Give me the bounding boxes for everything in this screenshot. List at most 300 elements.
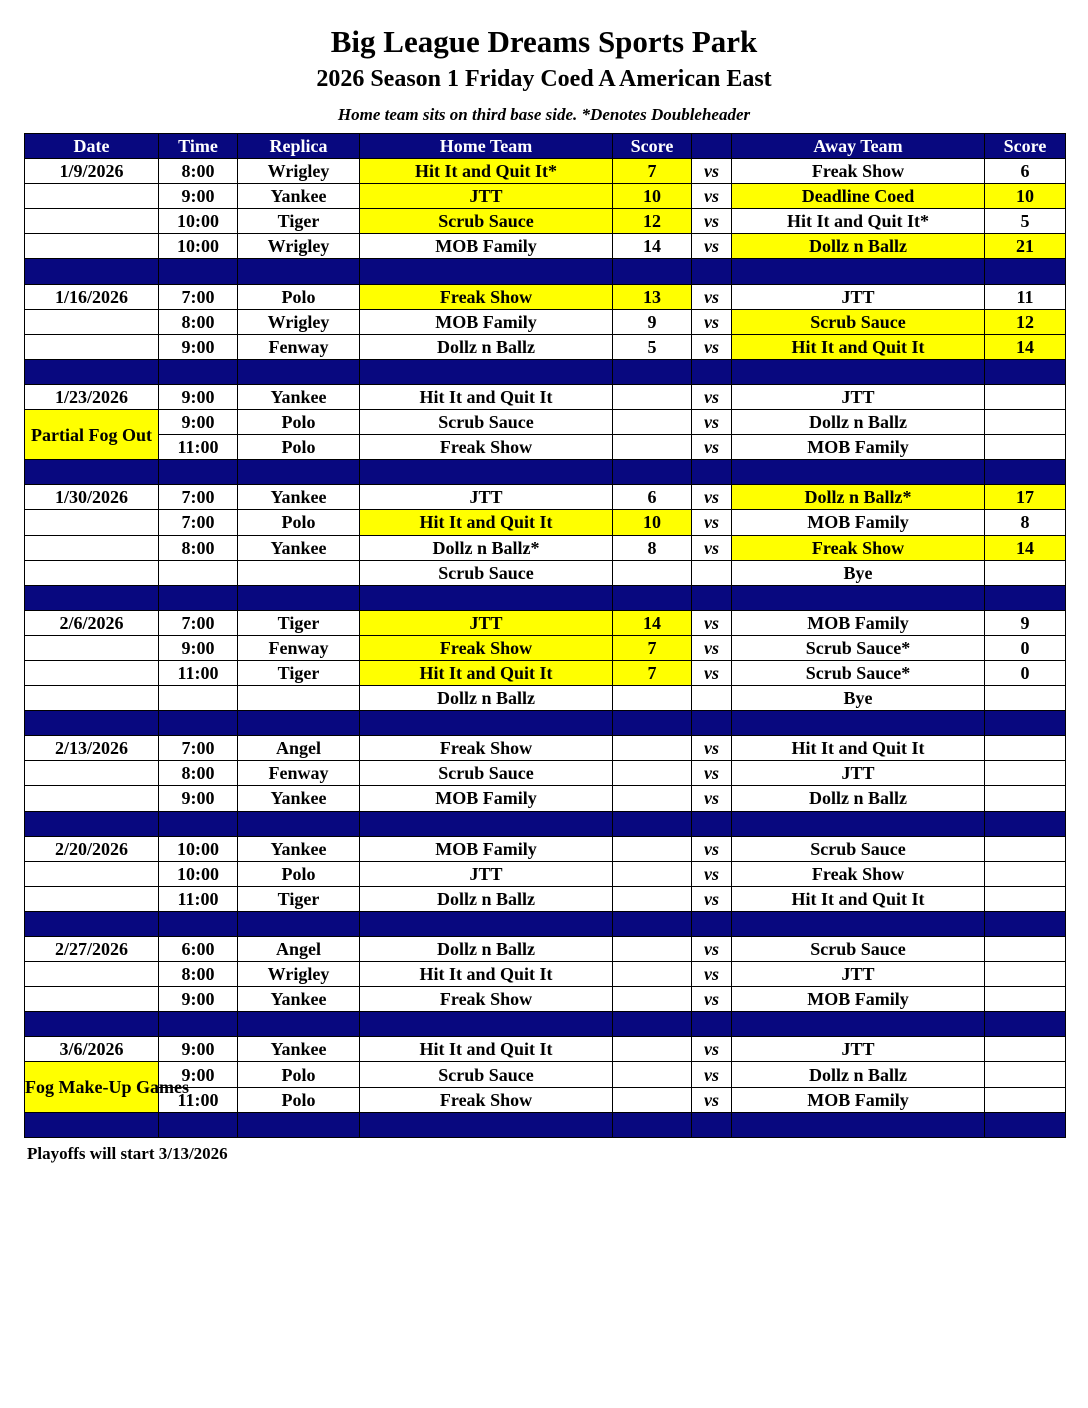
separator-cell <box>692 460 732 485</box>
replica-cell <box>238 560 360 585</box>
vs-cell: vs <box>692 510 732 535</box>
home-score-cell <box>613 736 692 761</box>
separator-cell <box>159 711 238 736</box>
separator-cell <box>613 585 692 610</box>
home-team-cell: MOB Family <box>360 786 613 811</box>
away-team-cell: MOB Family <box>732 610 985 635</box>
time-cell: 8:00 <box>159 535 238 560</box>
date-cell: 2/20/2026 <box>25 836 159 861</box>
separator-cell <box>159 259 238 284</box>
separator-cell <box>985 259 1066 284</box>
separator-cell <box>159 811 238 836</box>
vs-cell: vs <box>692 660 732 685</box>
separator-cell <box>613 1012 692 1037</box>
time-cell: 9:00 <box>159 987 238 1012</box>
date-cell: 1/30/2026 <box>25 485 159 510</box>
date-cell <box>25 309 159 334</box>
replica-cell: Yankee <box>238 987 360 1012</box>
home-score-cell <box>613 786 692 811</box>
away-team-cell: Hit It and Quit It <box>732 334 985 359</box>
replica-cell: Fenway <box>238 761 360 786</box>
game-row <box>25 209 1066 234</box>
away-team-cell: MOB Family <box>732 510 985 535</box>
time-cell: 11:00 <box>159 660 238 685</box>
home-team-cell: Hit It and Quit It <box>360 384 613 409</box>
away-score-cell <box>985 435 1066 460</box>
away-score-cell: 12 <box>985 309 1066 334</box>
col-away-score-header: Score <box>985 134 1066 159</box>
separator-cell <box>732 1012 985 1037</box>
replica-cell: Angel <box>238 937 360 962</box>
time-cell: 9:00 <box>159 1037 238 1062</box>
away-score-cell <box>985 761 1066 786</box>
col-vs-header <box>692 134 732 159</box>
date-cell <box>25 686 159 711</box>
col-time-header: Time <box>159 134 238 159</box>
col-home-score-header: Score <box>613 134 692 159</box>
separator-row <box>25 585 1066 610</box>
time-cell: 7:00 <box>159 485 238 510</box>
replica-cell: Yankee <box>238 485 360 510</box>
game-row <box>25 1062 1066 1087</box>
away-score-cell: 8 <box>985 510 1066 535</box>
away-score-cell <box>985 962 1066 987</box>
home-score-cell: 12 <box>613 209 692 234</box>
game-row <box>25 937 1066 962</box>
date-cell: 1/23/2026 <box>25 384 159 409</box>
away-team-cell: Freak Show <box>732 535 985 560</box>
separator-cell <box>238 1112 360 1137</box>
separator-cell <box>25 911 159 936</box>
date-cell: 3/6/2026 <box>25 1037 159 1062</box>
away-team-cell: MOB Family <box>732 1087 985 1112</box>
away-team-cell: Dollz n Ballz* <box>732 485 985 510</box>
away-team-cell: Dollz n Ballz <box>732 234 985 259</box>
vs-cell: vs <box>692 384 732 409</box>
separator-cell <box>360 711 613 736</box>
date-cell <box>25 209 159 234</box>
home-team-cell: Scrub Sauce <box>360 1062 613 1087</box>
separator-cell <box>360 911 613 936</box>
home-team-cell: Freak Show <box>360 987 613 1012</box>
home-score-cell <box>613 1087 692 1112</box>
separator-row <box>25 460 1066 485</box>
date-cell <box>25 660 159 685</box>
replica-cell: Polo <box>238 410 360 435</box>
away-team-cell: Deadline Coed <box>732 184 985 209</box>
home-team-cell: Freak Show <box>360 1087 613 1112</box>
home-score-cell <box>613 560 692 585</box>
separator-cell <box>732 585 985 610</box>
vs-cell: vs <box>692 861 732 886</box>
date-cell <box>25 510 159 535</box>
game-row <box>25 435 1066 460</box>
home-team-cell: MOB Family <box>360 234 613 259</box>
vs-cell: vs <box>692 610 732 635</box>
date-cell: 2/6/2026 <box>25 610 159 635</box>
vs-cell: vs <box>692 1087 732 1112</box>
replica-cell: Tiger <box>238 886 360 911</box>
separator-cell <box>360 359 613 384</box>
game-row <box>25 1037 1066 1062</box>
vs-cell: vs <box>692 334 732 359</box>
separator-cell <box>360 585 613 610</box>
game-row <box>25 535 1066 560</box>
vs-cell: vs <box>692 937 732 962</box>
away-score-cell: 14 <box>985 535 1066 560</box>
replica-cell: Wrigley <box>238 309 360 334</box>
game-row <box>25 485 1066 510</box>
time-cell: 9:00 <box>159 635 238 660</box>
separator-cell <box>25 460 159 485</box>
away-team-cell: JTT <box>732 284 985 309</box>
home-score-cell <box>613 1037 692 1062</box>
separator-cell <box>159 585 238 610</box>
separator-cell <box>692 911 732 936</box>
replica-cell: Angel <box>238 736 360 761</box>
away-team-cell: Scrub Sauce <box>732 309 985 334</box>
separator-cell <box>985 711 1066 736</box>
time-cell: 9:00 <box>159 184 238 209</box>
separator-cell <box>238 460 360 485</box>
home-score-cell: 7 <box>613 635 692 660</box>
page-title: Big League Dreams Sports Park <box>330 24 758 59</box>
schedule-table <box>24 133 1066 1138</box>
game-row <box>25 159 1066 184</box>
game-row <box>25 736 1066 761</box>
vs-cell <box>692 686 732 711</box>
date-cell <box>25 560 159 585</box>
separator-cell <box>238 359 360 384</box>
separator-row <box>25 911 1066 936</box>
game-row <box>25 962 1066 987</box>
time-cell: 9:00 <box>159 786 238 811</box>
separator-cell <box>25 259 159 284</box>
away-team-cell: Dollz n Ballz <box>732 1062 985 1087</box>
away-score-cell <box>985 861 1066 886</box>
home-score-cell: 10 <box>613 184 692 209</box>
time-cell: 8:00 <box>159 309 238 334</box>
vs-cell: vs <box>692 435 732 460</box>
separator-cell <box>985 460 1066 485</box>
separator-cell <box>692 585 732 610</box>
separator-cell <box>613 359 692 384</box>
away-team-cell: Hit It and Quit It* <box>732 209 985 234</box>
time-cell: 11:00 <box>159 435 238 460</box>
home-score-cell: 14 <box>613 610 692 635</box>
replica-cell: Yankee <box>238 836 360 861</box>
game-row <box>25 510 1066 535</box>
schedule-note: Home team sits on third base side. *Denotes Doubleheader <box>337 105 751 124</box>
date-cell <box>25 786 159 811</box>
separator-cell <box>613 711 692 736</box>
separator-cell <box>613 811 692 836</box>
fog-note-cell: Fog Make-Up Games <box>25 1062 159 1112</box>
time-cell: 9:00 <box>159 334 238 359</box>
date-cell <box>25 635 159 660</box>
separator-cell <box>732 711 985 736</box>
separator-cell <box>692 259 732 284</box>
away-score-cell <box>985 384 1066 409</box>
vs-cell: vs <box>692 535 732 560</box>
separator-cell <box>25 1012 159 1037</box>
home-score-cell <box>613 937 692 962</box>
time-cell: 8:00 <box>159 761 238 786</box>
time-cell: 7:00 <box>159 736 238 761</box>
separator-cell <box>692 1112 732 1137</box>
time-cell: 10:00 <box>159 234 238 259</box>
time-cell: 9:00 <box>159 410 238 435</box>
game-row <box>25 861 1066 886</box>
date-cell: 2/13/2026 <box>25 736 159 761</box>
away-score-cell <box>985 410 1066 435</box>
home-team-cell: Scrub Sauce <box>360 410 613 435</box>
playoffs-note: Playoffs will start 3/13/2026 <box>27 1144 228 1163</box>
home-score-cell: 6 <box>613 485 692 510</box>
date-cell <box>25 987 159 1012</box>
replica-cell: Wrigley <box>238 234 360 259</box>
separator-cell <box>732 259 985 284</box>
vs-cell <box>692 560 732 585</box>
away-team-cell: Scrub Sauce <box>732 836 985 861</box>
replica-cell: Wrigley <box>238 159 360 184</box>
separator-cell <box>25 359 159 384</box>
home-team-cell: MOB Family <box>360 309 613 334</box>
away-score-cell <box>985 1037 1066 1062</box>
time-cell <box>159 560 238 585</box>
home-team-cell: JTT <box>360 610 613 635</box>
separator-cell <box>732 359 985 384</box>
separator-cell <box>732 811 985 836</box>
separator-cell <box>159 359 238 384</box>
vs-cell: vs <box>692 736 732 761</box>
home-score-cell: 13 <box>613 284 692 309</box>
separator-cell <box>159 1112 238 1137</box>
replica-cell: Yankee <box>238 786 360 811</box>
away-team-cell: Bye <box>732 686 985 711</box>
away-score-cell: 10 <box>985 184 1066 209</box>
time-cell: 10:00 <box>159 836 238 861</box>
time-cell: 6:00 <box>159 937 238 962</box>
home-team-cell: Dollz n Ballz <box>360 334 613 359</box>
away-score-cell <box>985 937 1066 962</box>
replica-cell: Yankee <box>238 384 360 409</box>
game-row <box>25 786 1066 811</box>
date-cell: 1/9/2026 <box>25 159 159 184</box>
replica-cell: Yankee <box>238 535 360 560</box>
vs-cell: vs <box>692 761 732 786</box>
separator-row <box>25 711 1066 736</box>
away-score-cell: 11 <box>985 284 1066 309</box>
away-score-cell <box>985 1062 1066 1087</box>
away-score-cell: 0 <box>985 635 1066 660</box>
away-score-cell: 6 <box>985 159 1066 184</box>
separator-cell <box>238 1012 360 1037</box>
time-cell: 7:00 <box>159 284 238 309</box>
home-score-cell <box>613 987 692 1012</box>
vs-cell: vs <box>692 886 732 911</box>
vs-cell: vs <box>692 836 732 861</box>
home-score-cell: 10 <box>613 510 692 535</box>
separator-cell <box>692 359 732 384</box>
separator-cell <box>692 711 732 736</box>
replica-cell: Fenway <box>238 635 360 660</box>
separator-cell <box>159 460 238 485</box>
away-team-cell: JTT <box>732 761 985 786</box>
home-score-cell <box>613 435 692 460</box>
replica-cell: Fenway <box>238 334 360 359</box>
vs-cell: vs <box>692 1062 732 1087</box>
home-score-cell <box>613 384 692 409</box>
replica-cell: Wrigley <box>238 962 360 987</box>
away-score-cell <box>985 987 1066 1012</box>
date-cell <box>25 761 159 786</box>
vs-cell: vs <box>692 485 732 510</box>
time-cell: 8:00 <box>159 159 238 184</box>
replica-cell: Polo <box>238 284 360 309</box>
col-date-header: Date <box>25 134 159 159</box>
separator-cell <box>985 359 1066 384</box>
separator-cell <box>238 811 360 836</box>
game-row <box>25 686 1066 711</box>
home-score-cell <box>613 886 692 911</box>
separator-row <box>25 359 1066 384</box>
time-cell: 7:00 <box>159 510 238 535</box>
home-score-cell: 8 <box>613 535 692 560</box>
separator-cell <box>25 1112 159 1137</box>
replica-cell: Polo <box>238 861 360 886</box>
separator-cell <box>360 259 613 284</box>
away-score-cell: 0 <box>985 660 1066 685</box>
time-cell: 8:00 <box>159 962 238 987</box>
separator-cell <box>613 911 692 936</box>
away-team-cell: Dollz n Ballz <box>732 410 985 435</box>
game-row <box>25 987 1066 1012</box>
replica-cell: Yankee <box>238 184 360 209</box>
date-cell <box>25 234 159 259</box>
home-team-cell: Freak Show <box>360 736 613 761</box>
away-score-cell <box>985 1087 1066 1112</box>
time-cell <box>159 686 238 711</box>
home-team-cell: Hit It and Quit It <box>360 1037 613 1062</box>
game-row <box>25 384 1066 409</box>
game-row <box>25 610 1066 635</box>
replica-cell: Yankee <box>238 1037 360 1062</box>
game-row <box>25 234 1066 259</box>
game-row <box>25 1087 1066 1112</box>
separator-row <box>25 811 1066 836</box>
away-team-cell: Freak Show <box>732 159 985 184</box>
replica-cell: Polo <box>238 435 360 460</box>
date-cell: 2/27/2026 <box>25 937 159 962</box>
game-row <box>25 836 1066 861</box>
game-row <box>25 635 1066 660</box>
replica-cell: Polo <box>238 1062 360 1087</box>
vs-cell: vs <box>692 309 732 334</box>
home-score-cell: 9 <box>613 309 692 334</box>
separator-cell <box>360 460 613 485</box>
away-score-cell: 5 <box>985 209 1066 234</box>
time-cell: 7:00 <box>159 610 238 635</box>
home-team-cell: Freak Show <box>360 435 613 460</box>
time-cell: 9:00 <box>159 1062 238 1087</box>
time-cell: 10:00 <box>159 209 238 234</box>
date-cell <box>25 886 159 911</box>
home-team-cell: Hit It and Quit It <box>360 962 613 987</box>
home-score-cell <box>613 861 692 886</box>
home-score-cell <box>613 1062 692 1087</box>
away-score-cell <box>985 736 1066 761</box>
separator-cell <box>238 911 360 936</box>
away-score-cell: 21 <box>985 234 1066 259</box>
separator-cell <box>159 911 238 936</box>
separator-cell <box>238 259 360 284</box>
away-score-cell <box>985 836 1066 861</box>
separator-cell <box>25 585 159 610</box>
away-score-cell <box>985 886 1066 911</box>
home-score-cell <box>613 962 692 987</box>
replica-cell: Polo <box>238 1087 360 1112</box>
col-home-team-header: Home Team <box>360 134 613 159</box>
vs-cell: vs <box>692 209 732 234</box>
separator-row <box>25 259 1066 284</box>
home-score-cell <box>613 836 692 861</box>
separator-cell <box>360 1012 613 1037</box>
game-row <box>25 886 1066 911</box>
home-score-cell: 7 <box>613 159 692 184</box>
replica-cell: Polo <box>238 510 360 535</box>
home-team-cell: Scrub Sauce <box>360 209 613 234</box>
page-subtitle: 2026 Season 1 Friday Coed A American East <box>316 66 772 92</box>
time-cell: 11:00 <box>159 1087 238 1112</box>
home-team-cell: JTT <box>360 485 613 510</box>
separator-cell <box>692 1012 732 1037</box>
home-score-cell: 7 <box>613 660 692 685</box>
game-row <box>25 334 1066 359</box>
vs-cell: vs <box>692 234 732 259</box>
home-team-cell: Dollz n Ballz* <box>360 535 613 560</box>
vs-cell: vs <box>692 410 732 435</box>
header-row <box>25 134 1066 159</box>
vs-cell: vs <box>692 1037 732 1062</box>
game-row <box>25 184 1066 209</box>
home-team-cell: Dollz n Ballz <box>360 886 613 911</box>
vs-cell: vs <box>692 159 732 184</box>
separator-cell <box>238 711 360 736</box>
separator-cell <box>692 811 732 836</box>
home-team-cell: Freak Show <box>360 284 613 309</box>
schedule-body <box>25 159 1066 1138</box>
game-row <box>25 560 1066 585</box>
vs-cell: vs <box>692 786 732 811</box>
home-score-cell: 14 <box>613 234 692 259</box>
home-score-cell <box>613 410 692 435</box>
away-team-cell: Dollz n Ballz <box>732 786 985 811</box>
separator-cell <box>732 1112 985 1137</box>
date-cell <box>25 334 159 359</box>
vs-cell: vs <box>692 284 732 309</box>
replica-cell: Tiger <box>238 209 360 234</box>
home-team-cell: JTT <box>360 184 613 209</box>
game-row <box>25 761 1066 786</box>
date-cell <box>25 861 159 886</box>
separator-cell <box>360 1112 613 1137</box>
date-cell: 1/16/2026 <box>25 284 159 309</box>
col-replica-header: Replica <box>238 134 360 159</box>
away-score-cell: 9 <box>985 610 1066 635</box>
time-cell: 9:00 <box>159 384 238 409</box>
away-score-cell <box>985 560 1066 585</box>
